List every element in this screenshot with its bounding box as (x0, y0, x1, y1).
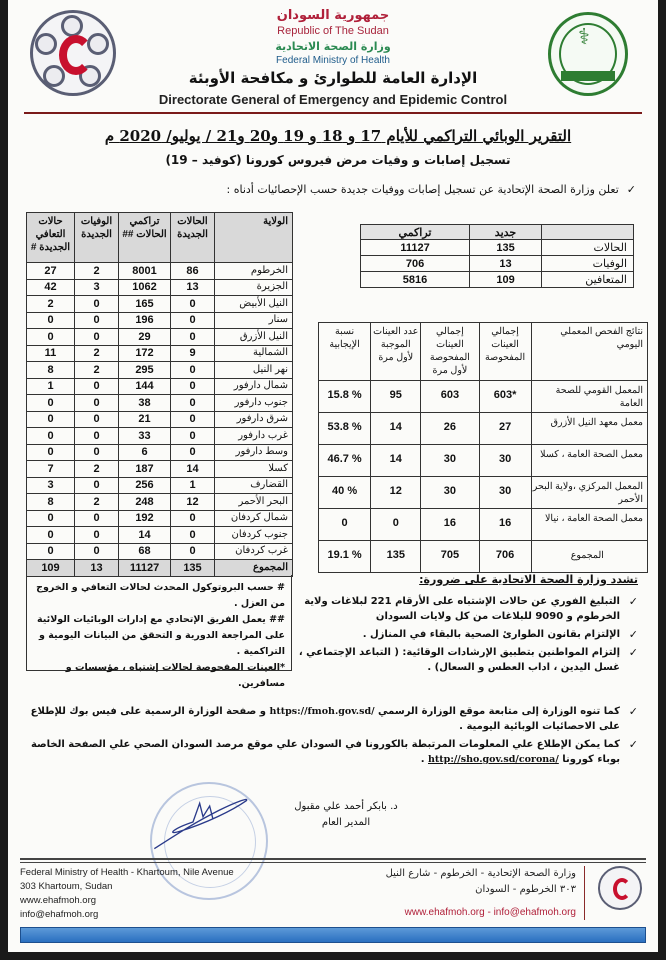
summary-table (360, 224, 634, 288)
lab-header-row (319, 323, 648, 381)
cell-value: 0 (75, 296, 119, 313)
cell-value: 12 (371, 477, 421, 509)
cell-value: % 46.7 (319, 445, 371, 477)
note-recovery: # حسب البروتوكول المحدث لحالات التعافي و الخروج من العزل . (36, 582, 285, 609)
cell-value: 68 (119, 543, 171, 560)
lab-row (319, 381, 648, 413)
cell-value: 0 (171, 543, 215, 560)
cell-value: 13 (470, 256, 542, 272)
footer-address-ar (338, 866, 576, 898)
cell-value: 14 (371, 445, 421, 477)
signatory-name: د. بابكر أحمد علي مقبول (294, 801, 398, 812)
cell-value: 187 (119, 461, 171, 478)
col-cumulative-cases: تراكمي الحالات ## (119, 213, 171, 263)
cell-value: 13 (171, 279, 215, 296)
cell-value: 144 (119, 378, 171, 395)
cell-value: % 40 (319, 477, 371, 509)
total-label: المجموع (531, 541, 647, 573)
row-label: نهر النيل (215, 362, 293, 379)
cell-value: 0 (171, 527, 215, 544)
header-divider (24, 112, 642, 114)
state-row (27, 411, 293, 428)
cell-value: 706 (361, 256, 470, 272)
cell-value: 0 (171, 378, 215, 395)
urges-list-wide (28, 704, 638, 770)
urge-text: كما تنوه الوزارة إلى متابعة موقع الوزارة الرسمي (378, 706, 620, 717)
cell-value: 0 (27, 411, 75, 428)
cell-value: 0 (75, 477, 119, 494)
urge-item-website (28, 704, 638, 734)
urge-text: الإلتزام بقانون الطوارئ الصحية بالبقاء في المنازل . (362, 629, 620, 640)
urge-text: إلتزام المواطنين بتطبيق الإرشادات الوقائية: ( التباعد الإجتماعي ، غسل اليدين ، اداب العطس و السعال) . (298, 647, 620, 673)
cell-value: 0 (75, 510, 119, 527)
states-table (26, 212, 293, 577)
col-positive-samples: عدد العينات الموجبة لأول مرة (371, 323, 421, 381)
col-lab: نتائج الفحص المعملي اليومي (531, 323, 647, 381)
state-row (27, 378, 293, 395)
cell-value: 8 (27, 494, 75, 511)
col-state: الولاية (215, 213, 293, 263)
summary-row (361, 272, 634, 288)
report-page (8, 0, 658, 952)
cell-value: 0 (319, 509, 371, 541)
cell-value: 0 (27, 444, 75, 461)
cell-value: 0 (171, 428, 215, 445)
row-label: غرب دارفور (215, 428, 293, 445)
col-label (542, 225, 634, 240)
cell-value: 0 (75, 543, 119, 560)
urges-heading: تشدد وزارة الصحة الاتحادية على ضرورة: (419, 573, 638, 586)
cell-value: 1 (171, 477, 215, 494)
footer-website-link[interactable]: www.ehafmoh.org (20, 895, 97, 906)
note-samples: *العينات المفحوصة لحالات إشتباه ، مؤسسات و مسافرين. (65, 662, 285, 689)
footer-address-en (20, 866, 290, 922)
urge-text: كما يمكن الإطلاع علي المعلومات المرتبطة بالكورونا في السودان علي موقع مرصد السودان الصحي علي الصفحة الخاصة بوباء كورونا (30, 739, 620, 765)
cell-value: 603 (421, 381, 479, 413)
total-value: 135 (171, 560, 215, 577)
row-label: المعمل المركزي ،ولاية البحر الأحمر (531, 477, 647, 509)
row-label: الحالات (542, 240, 634, 256)
cell-value: 8001 (119, 263, 171, 280)
cell-value: 172 (119, 345, 171, 362)
col-new-cases: الحالات الجديدة (171, 213, 215, 263)
cell-value: 14 (171, 461, 215, 478)
footer-vertical-divider (584, 866, 585, 920)
lab-results-table (318, 322, 648, 573)
sudan-health-seal-logo (548, 12, 628, 96)
state-row (27, 494, 293, 511)
row-label: معمل الصحة العامة ، كسلا (531, 445, 647, 477)
cell-value: 30 (479, 477, 531, 509)
cell-value: % 53.8 (319, 413, 371, 445)
summary-row (361, 256, 634, 272)
row-label: الجزيرة (215, 279, 293, 296)
lab-row (319, 477, 648, 509)
state-row (27, 329, 293, 346)
footer-en-line: 303 Khartoum, Sudan (20, 881, 113, 892)
cell-value: 33 (119, 428, 171, 445)
col-new-recoveries: حالات التعافي الجديدة # (27, 213, 75, 263)
row-label: الوفيات (542, 256, 634, 272)
cell-value: 0 (75, 312, 119, 329)
footer-divider (20, 858, 646, 860)
cell-value: 0 (171, 329, 215, 346)
total-value: 109 (27, 560, 75, 577)
cell-value: 0 (371, 509, 421, 541)
state-row (27, 444, 293, 461)
cell-value: 109 (470, 272, 542, 288)
total-value: % 19.1 (319, 541, 371, 573)
total-value: 13 (75, 560, 119, 577)
check-icon: ✓ (626, 183, 636, 196)
cell-value: 3 (27, 477, 75, 494)
footer-web-contact[interactable]: www.ehafmoh.org - info@ehafmoh.org (404, 907, 576, 918)
row-label: البحر الأحمر (215, 494, 293, 511)
urge-item (298, 645, 638, 675)
total-value: 706 (479, 541, 531, 573)
check-icon: ✓ (628, 705, 638, 718)
state-row (27, 263, 293, 280)
cell-value: *603 (479, 381, 531, 413)
state-row (27, 510, 293, 527)
cell-value: 11 (27, 345, 75, 362)
col-new: جديد (470, 225, 542, 240)
observatory-link[interactable]: http://sho.gov.sd/corona/ (428, 754, 559, 765)
cell-value: 0 (171, 312, 215, 329)
lab-row (319, 413, 648, 445)
urge-text: و صفحة الوزارة الرسمية على فيس بوك للإطلاع على الاحصائيات الوبائية اليومية . (30, 706, 620, 732)
col-cumulative: تراكمي (361, 225, 470, 240)
country-name-en: Republic of The Sudan (277, 25, 389, 37)
row-label: شمال كردفان (215, 510, 293, 527)
urge-item-observatory: ✓ كما يمكن الإطلاع علي المعلومات المرتبطة بالكورونا في السودان علي موقع مرصد السودان الصحي علي الصفحة الخاصة بوباء كورونا http://sho.gov.sd/corona/ . (30, 738, 638, 765)
cell-value: 0 (27, 395, 75, 412)
cell-value: 0 (27, 527, 75, 544)
cell-value: 21 (119, 411, 171, 428)
lab-row (319, 509, 648, 541)
row-label: النيل الأزرق (215, 329, 293, 346)
cell-value: 2 (75, 461, 119, 478)
footer-color-bar (20, 927, 646, 943)
cell-value: 30 (421, 445, 479, 477)
cell-value: 16 (421, 509, 479, 541)
cell-value: 2 (27, 296, 75, 313)
cell-value: 165 (119, 296, 171, 313)
cell-value: 0 (171, 362, 215, 379)
cell-value: 27 (479, 413, 531, 445)
cell-value: 248 (119, 494, 171, 511)
row-label: المعمل القومي للصحة العامة (531, 381, 647, 413)
urges-list (298, 594, 638, 678)
cell-value: 0 (75, 329, 119, 346)
row-label: جنوب دارفور (215, 395, 293, 412)
cell-value: 1062 (119, 279, 171, 296)
country-name-ar: جمهورية السودان (276, 8, 390, 23)
cell-value: 135 (470, 240, 542, 256)
state-row (27, 279, 293, 296)
cell-value: 0 (27, 329, 75, 346)
cell-value: 14 (119, 527, 171, 544)
signatory-title: المدير العام (321, 817, 371, 828)
cell-value: 0 (75, 428, 119, 445)
ministry-name-en: Federal Ministry of Health (276, 55, 390, 66)
cell-value: 2 (75, 263, 119, 280)
cell-value: 12 (171, 494, 215, 511)
cell-value: 0 (171, 395, 215, 412)
red-crescent-icon (613, 878, 631, 900)
cell-value: 5816 (361, 272, 470, 288)
cell-value: 11127 (361, 240, 470, 256)
report-subtitle: تسجيل إصابات و وفيات مرض فيروس كورونا (كوفيد – 19) (165, 153, 511, 167)
ministry-name-ar: وزارة الصحة الاتحادية (275, 40, 391, 53)
cell-value: 0 (171, 296, 215, 313)
row-label: معمل الصحة العامة ، نيالا (531, 509, 647, 541)
cell-value: 0 (171, 444, 215, 461)
cell-value: 0 (75, 411, 119, 428)
row-label: شرق دارفور (215, 411, 293, 428)
footer-emblem-logo (598, 866, 642, 910)
state-row (27, 543, 293, 560)
cell-value: 6 (119, 444, 171, 461)
total-value: 11127 (119, 560, 171, 577)
check-icon: ✓ (628, 738, 638, 751)
row-label: النيل الأبيض (215, 296, 293, 313)
announcement-text: تعلن وزارة الصحة الإتحادية عن تسجيل إصابات ووفيات جديدة حسب الإحصائيات أدناه : (226, 183, 619, 196)
cell-value: 0 (171, 510, 215, 527)
note-review: ## يعمل الفريق الإتحادي مع إدارات الوبائيات الولائية على المراجعة الدورية و التحقق من البيانات اليومية و التراكمية . (36, 614, 285, 657)
summary-header-row (361, 225, 634, 240)
cell-value: 8 (27, 362, 75, 379)
cell-value: 2 (75, 345, 119, 362)
cell-value: 295 (119, 362, 171, 379)
check-icon: ✓ (628, 628, 638, 641)
states-total-row (27, 560, 293, 577)
footer-en-line: Federal Ministry of Health - Khartoum, Nile Avenue (20, 867, 234, 878)
report-title: التقرير الوبائي التراكمي للأيام 17 و 18 و 19 و20 و21 / يوليو/ 2020 م (104, 127, 572, 145)
cell-value: 0 (75, 378, 119, 395)
footer-ar-line: وزارة الصحة الإتحادية - الخرطوم - شارع النيل (385, 868, 576, 879)
cell-value: 3 (75, 279, 119, 296)
state-row (27, 527, 293, 544)
total-value: 135 (371, 541, 421, 573)
urge-text: التبليغ الفوري عن حالات الإشتباه على الأرقام 221 لبلاغات ولاية الخرطوم و 9090 للبلاغات من كل ولايات السودان (304, 596, 620, 622)
state-row (27, 428, 293, 445)
signature-scribble (138, 790, 268, 850)
cell-value: 2 (75, 362, 119, 379)
state-row (27, 362, 293, 379)
cell-value: 29 (119, 329, 171, 346)
red-crescent-icon (59, 35, 93, 75)
state-row (27, 461, 293, 478)
cell-value: 0 (27, 428, 75, 445)
col-new-deaths: الوفيات الجديدة (75, 213, 119, 263)
state-row (27, 477, 293, 494)
cell-value: 0 (27, 543, 75, 560)
cell-value: 0 (171, 411, 215, 428)
cell-value: 9 (171, 345, 215, 362)
cell-value: 0 (27, 312, 75, 329)
row-label: معمل معهد النيل الأزرق (531, 413, 647, 445)
total-label: المجموع (215, 560, 293, 577)
cell-value: 27 (27, 263, 75, 280)
ministry-website-link[interactable]: https://fmoh.gov.sd/ (269, 706, 375, 717)
row-label: جنوب كردفان (215, 527, 293, 544)
row-label: الشمالية (215, 345, 293, 362)
cell-value: 256 (119, 477, 171, 494)
total-value: 705 (421, 541, 479, 573)
col-positivity-rate: نسبة الإيجابية (319, 323, 371, 381)
state-row (27, 312, 293, 329)
directorate-name-en: Directorate General of Emergency and Epidemic Control (158, 92, 508, 107)
urge-item (298, 627, 638, 642)
check-icon: ✓ (628, 646, 638, 659)
row-label: شمال دارفور (215, 378, 293, 395)
row-label: سنار (215, 312, 293, 329)
row-label: المتعافين (542, 272, 634, 288)
lab-total-row (319, 541, 648, 573)
cell-value: 7 (27, 461, 75, 478)
palm-tree-icon: ⚕ (578, 25, 590, 50)
cell-value: 0 (75, 395, 119, 412)
cell-value: 192 (119, 510, 171, 527)
lab-row (319, 445, 648, 477)
state-row (27, 395, 293, 412)
cell-value: 30 (421, 477, 479, 509)
cell-value: 86 (171, 263, 215, 280)
state-row (27, 345, 293, 362)
cell-value: % 15.8 (319, 381, 371, 413)
cell-value: 0 (75, 444, 119, 461)
footer-divider-thin (20, 862, 646, 863)
notes-box (26, 575, 292, 689)
row-label: القضارف (215, 477, 293, 494)
row-label: غرب كردفان (215, 543, 293, 560)
directorate-name-ar: الإدارة العامة للطوارئ و مكافحة الأوبئة (188, 69, 478, 87)
cell-value: 26 (421, 413, 479, 445)
cell-value: 14 (371, 413, 421, 445)
cell-value: 16 (479, 509, 531, 541)
col-total-samples: إجمالي العينات المفحوصة (479, 323, 531, 381)
ministry-emblem-logo (30, 10, 116, 96)
check-icon: ✓ (628, 595, 638, 608)
states-header-row (27, 213, 293, 263)
cell-value: 30 (479, 445, 531, 477)
cell-value: 38 (119, 395, 171, 412)
cell-value: 95 (371, 381, 421, 413)
row-label: وسط دارفور (215, 444, 293, 461)
announcement (227, 182, 636, 197)
cell-value: 0 (75, 527, 119, 544)
cell-value: 0 (27, 510, 75, 527)
state-row (27, 296, 293, 313)
cell-value: 196 (119, 312, 171, 329)
footer-ar-line: ٣٠٣ الخرطوم - السودان (475, 884, 576, 895)
row-label: كسلا (215, 461, 293, 478)
row-label: الخرطوم (215, 263, 293, 280)
urge-item (298, 594, 638, 624)
footer-email-link[interactable]: info@ehafmoh.org (20, 909, 99, 920)
cell-value: 42 (27, 279, 75, 296)
col-first-time-samples: إجمالي العينات المفحوصة لأول مرة (421, 323, 479, 381)
summary-row (361, 240, 634, 256)
cell-value: 1 (27, 378, 75, 395)
cell-value: 2 (75, 494, 119, 511)
